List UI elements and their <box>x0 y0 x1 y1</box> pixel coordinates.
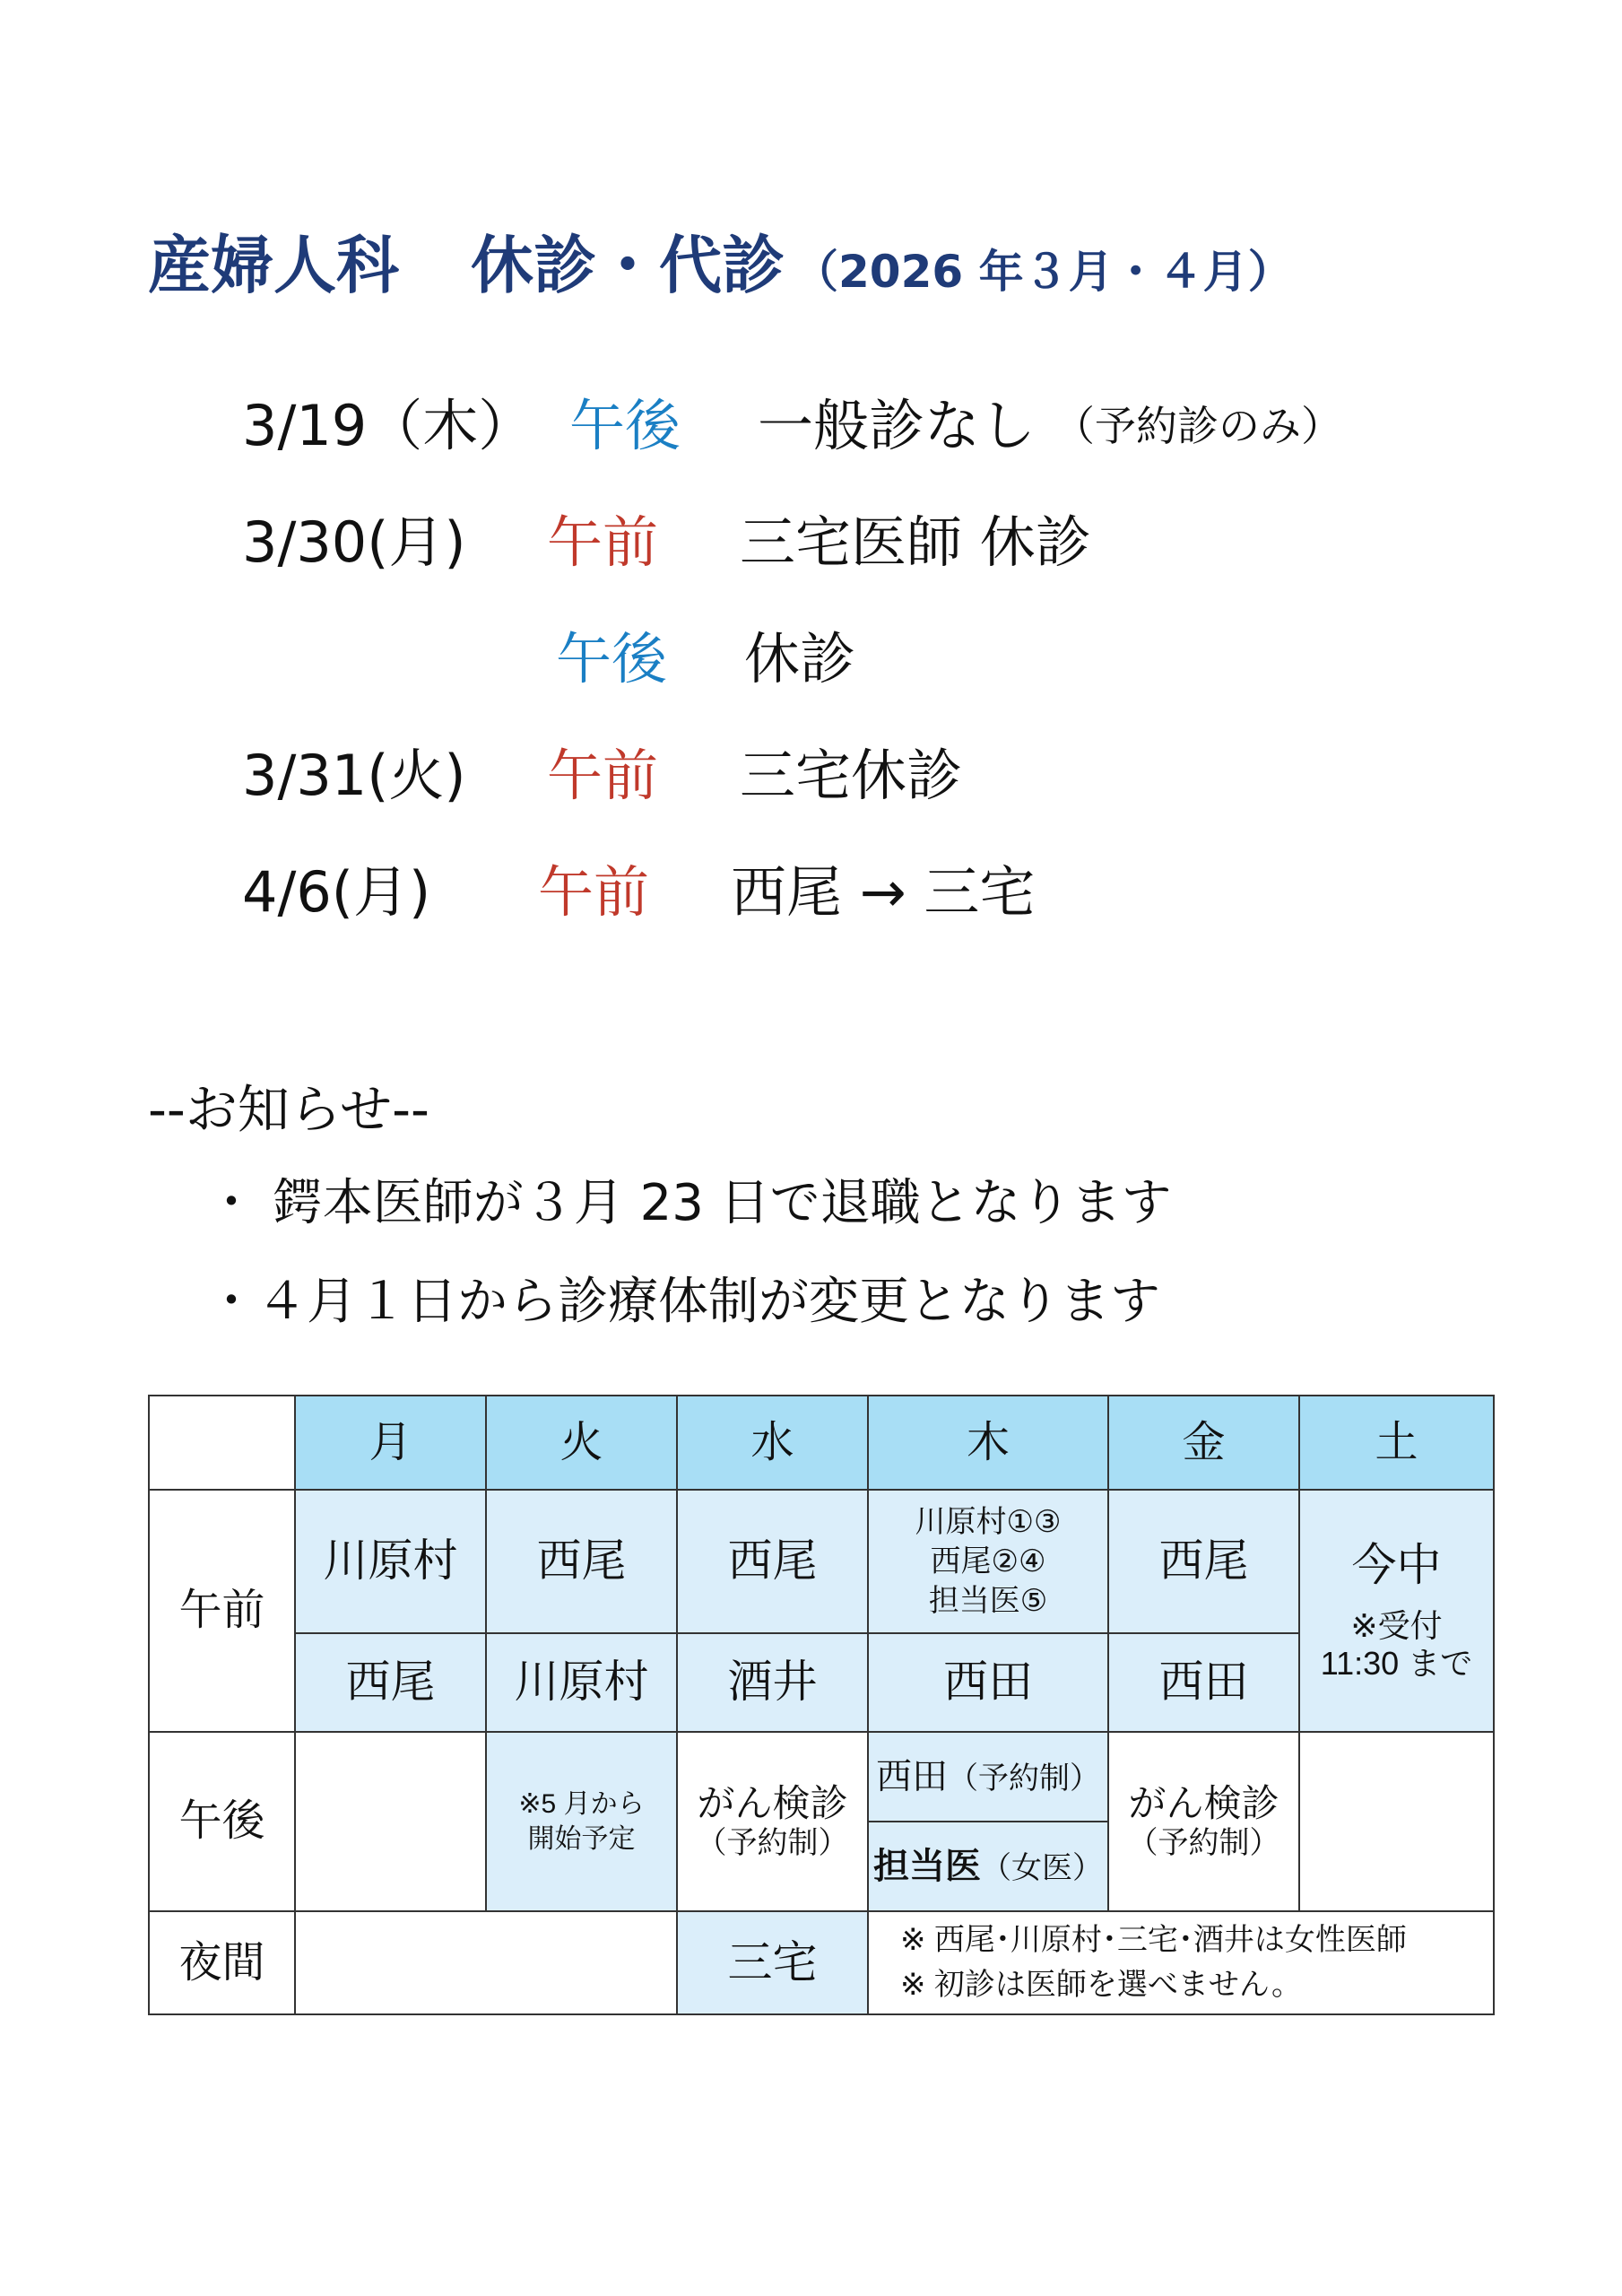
table-header-row <box>149 1396 1494 1490</box>
schedule-session: 午後 <box>569 393 681 458</box>
schedule-date: 3/31(火) <box>242 743 466 808</box>
wed-pm-main: がん検診 <box>697 1782 848 1825</box>
schedule-text: 休診 <box>744 626 856 691</box>
table-cell: 西尾 <box>1108 1490 1299 1633</box>
table-cell <box>486 1732 677 1911</box>
schedule-session: 午後 <box>556 626 668 691</box>
table-cell: 三宅 <box>677 1911 868 2014</box>
table-cell: 西尾 <box>295 1633 486 1732</box>
schedule-session: 午前 <box>547 743 659 808</box>
table-row <box>149 1633 1494 1732</box>
page-title <box>148 215 1293 306</box>
table-cell <box>295 1732 486 1911</box>
table-header-cell: 木 <box>868 1396 1108 1490</box>
title-period: （2026 年３月・４月） <box>794 246 1293 298</box>
table-row <box>149 1490 1494 1633</box>
table-cell: 川原村 <box>295 1490 486 1633</box>
table-cell <box>677 1732 868 1911</box>
wed-pm-note: （予約制） <box>696 1825 849 1860</box>
table-cell: 酒井 <box>677 1633 868 1732</box>
table-note: ※ 初診は医師を選べません。 <box>900 1967 1302 2002</box>
table-row <box>149 1732 1494 1822</box>
table-cell <box>1299 1490 1494 1732</box>
schedule-row <box>0 731 1622 821</box>
table-corner <box>149 1396 295 1490</box>
table-row <box>149 1911 1494 2014</box>
schedule-row <box>0 614 1622 704</box>
sat-note: ※受付 <box>1350 1607 1443 1645</box>
notice-item: ・ 鍔本医師が３月 23 日で退職となります <box>206 1174 1172 1232</box>
table-header-cell: 火 <box>486 1396 677 1490</box>
notice-heading: ‐‐お知らせ‐‐ <box>148 1079 429 1140</box>
thu-am-line: 西尾②④ <box>930 1544 1046 1578</box>
thu-pm2-doctor: 担当医 <box>873 1847 981 1886</box>
sat-doctor: 今中 <box>1351 1539 1442 1590</box>
fri-pm-note: （予約制） <box>1127 1825 1280 1860</box>
table-notes <box>868 1911 1494 2014</box>
schedule-date: 4/6(月) <box>242 859 431 925</box>
table-header-cell: 水 <box>677 1396 868 1490</box>
table-cell <box>295 1911 677 2014</box>
schedule-text: 三宅休診 <box>740 743 963 808</box>
schedule-row <box>0 848 1622 937</box>
fri-pm-main: がん検診 <box>1128 1782 1279 1825</box>
thu-am-line: 担当医⑤ <box>928 1584 1048 1619</box>
row-label-pm: 午後 <box>149 1732 295 1911</box>
schedule-session: 午前 <box>538 859 650 925</box>
schedule-row <box>0 498 1622 587</box>
table-header-cell: 月 <box>295 1396 486 1490</box>
row-label-am: 午前 <box>149 1490 295 1732</box>
table-cell: 川原村 <box>486 1633 677 1732</box>
table-cell: 西尾 <box>486 1490 677 1633</box>
schedule-row <box>0 381 1622 471</box>
table-header-cell: 土 <box>1299 1396 1494 1490</box>
table-cell <box>1108 1732 1299 1911</box>
table-cell <box>1299 1732 1494 1911</box>
tue-pm-line: 開始予定 <box>527 1824 636 1854</box>
schedule-text: 三宅医師 休診 <box>740 509 1091 575</box>
table-cell <box>868 1490 1108 1633</box>
table-header-cell: 金 <box>1108 1396 1299 1490</box>
table-note: ※ 西尾･川原村･三宅･酒井は女性医師 <box>900 1923 1407 1958</box>
thu-am-line: 川原村①③ <box>915 1504 1062 1539</box>
thu-pm-doctor: 西田 <box>876 1757 948 1796</box>
title-main: 産婦人科 <box>148 229 399 302</box>
schedule-text: 西尾 → 三宅 <box>731 859 1036 925</box>
sat-note: 11:30 まで <box>1320 1644 1473 1682</box>
schedule-text: 一般診なし <box>758 393 1037 458</box>
thu-pm-note: （予約制） <box>948 1761 1100 1796</box>
table-cell: 西田 <box>1108 1633 1299 1732</box>
schedule-date: 3/30(月) <box>242 509 466 575</box>
table-cell <box>868 1822 1108 1911</box>
row-label-night: 夜間 <box>149 1911 295 2014</box>
tue-pm-line: ※5 月から <box>518 1789 645 1819</box>
schedule-note: （予約診のみ） <box>1054 402 1342 450</box>
thu-pm2-note: （女医） <box>981 1851 1103 1885</box>
notice-item: ・４月１日から診療体制が変更となります <box>206 1273 1160 1331</box>
table-cell <box>868 1732 1108 1822</box>
schedule-table <box>148 1395 1495 2015</box>
schedule-session: 午前 <box>547 509 659 575</box>
schedule-date: 3/19（木） <box>242 393 534 458</box>
table-cell: 西尾 <box>677 1490 868 1633</box>
title-sub-main: 休診・代診 <box>471 229 785 302</box>
table-cell: 西田 <box>868 1633 1108 1732</box>
